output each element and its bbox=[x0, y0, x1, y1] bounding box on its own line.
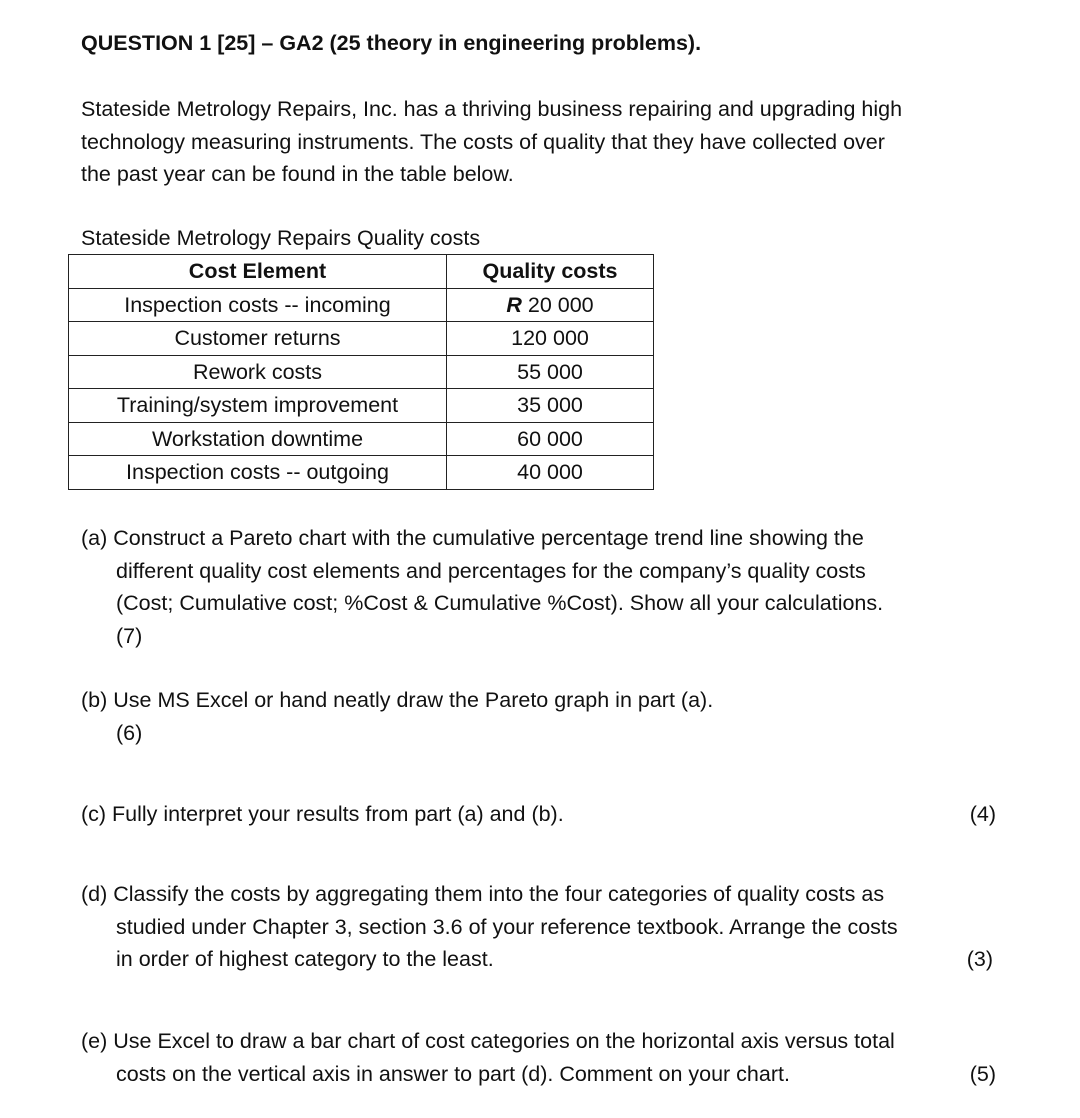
cost-element-cell: Rework costs bbox=[69, 355, 447, 389]
question-part-b bbox=[81, 684, 1001, 749]
cost-element-cell: Workstation downtime bbox=[69, 422, 447, 456]
marks-label: (6) bbox=[116, 720, 143, 745]
question-part-d bbox=[81, 878, 993, 976]
question-line: studied under Chapter 3, section 3.6 of your reference textbook. Arrange the costs bbox=[116, 914, 898, 939]
question-line bbox=[81, 798, 996, 831]
table-row bbox=[69, 288, 654, 322]
marks-label: (5) bbox=[969, 1061, 996, 1086]
table-row bbox=[69, 322, 654, 356]
cost-element-cell: Inspection costs -- incoming bbox=[69, 288, 447, 322]
question-part-e bbox=[81, 1025, 996, 1090]
table-row bbox=[69, 422, 654, 456]
intro-line: Stateside Metrology Repairs, Inc. has a thriving business repairing and upgrading high bbox=[81, 97, 903, 121]
question-text: costs on the vertical axis in answer to part (d). Comment on your chart. bbox=[116, 1061, 790, 1086]
question-line: (Cost; Cumulative cost; %Cost & Cumulative %Cost). Show all your calculations. bbox=[116, 591, 884, 615]
question-text: in order of highest category to the least. bbox=[116, 947, 494, 971]
quality-costs-table bbox=[68, 254, 654, 490]
question-line: (a) Construct a Pareto chart with the cumulative percentage trend line showing the bbox=[81, 526, 864, 550]
cost-value-cell: 55 000 bbox=[447, 355, 654, 389]
header-quality-costs: Quality costs bbox=[447, 255, 654, 289]
cost-value-cell: 120 000 bbox=[447, 322, 654, 356]
table-row bbox=[69, 456, 654, 490]
cost-element-cell: Inspection costs -- outgoing bbox=[69, 456, 447, 490]
cost-element-cell: Training/system improvement bbox=[69, 389, 447, 423]
intro-line: the past year can be found in the table below. bbox=[81, 162, 514, 186]
marks-label: (4) bbox=[969, 802, 996, 826]
question-line: (d) Classify the costs by aggregating them into the four categories of quality costs as bbox=[81, 882, 885, 906]
question-line bbox=[81, 1058, 996, 1091]
question-line: (b) Use MS Excel or hand neatly draw the Pareto graph in part (a). bbox=[81, 688, 714, 712]
question-part-c bbox=[81, 798, 996, 831]
marks-label: (3) bbox=[966, 947, 993, 971]
question-line: different quality cost elements and percentages for the company’s quality costs bbox=[116, 558, 866, 583]
marks-label: (7) bbox=[116, 623, 143, 648]
intro-paragraph bbox=[81, 93, 1011, 191]
intro-line: technology measuring instruments. The costs of quality that they have collected over bbox=[81, 129, 885, 154]
question-part-a bbox=[81, 522, 1001, 652]
cost-value: 20 000 bbox=[527, 292, 594, 317]
cost-value-cell: 60 000 bbox=[447, 422, 654, 456]
currency-symbol: R bbox=[506, 292, 522, 317]
table-row bbox=[69, 389, 654, 423]
table-caption: Stateside Metrology Repairs Quality costs bbox=[81, 226, 481, 250]
table-row bbox=[69, 355, 654, 389]
cost-value-cell: 40 000 bbox=[447, 456, 654, 490]
table-header-row bbox=[69, 255, 654, 289]
question-line: (e) Use Excel to draw a bar chart of cost categories on the horizontal axis versus total bbox=[81, 1029, 895, 1053]
cost-value-cell: 35 000 bbox=[447, 389, 654, 423]
cost-value-cell bbox=[447, 288, 654, 322]
header-cost-element: Cost Element bbox=[69, 255, 447, 289]
question-line bbox=[81, 943, 993, 976]
question-title: QUESTION 1 [25] – GA2 (25 theory in engineering problems). bbox=[81, 31, 702, 55]
question-text: (c) Fully interpret your results from part (a) and (b). bbox=[81, 802, 564, 826]
cost-element-cell: Customer returns bbox=[69, 322, 447, 356]
